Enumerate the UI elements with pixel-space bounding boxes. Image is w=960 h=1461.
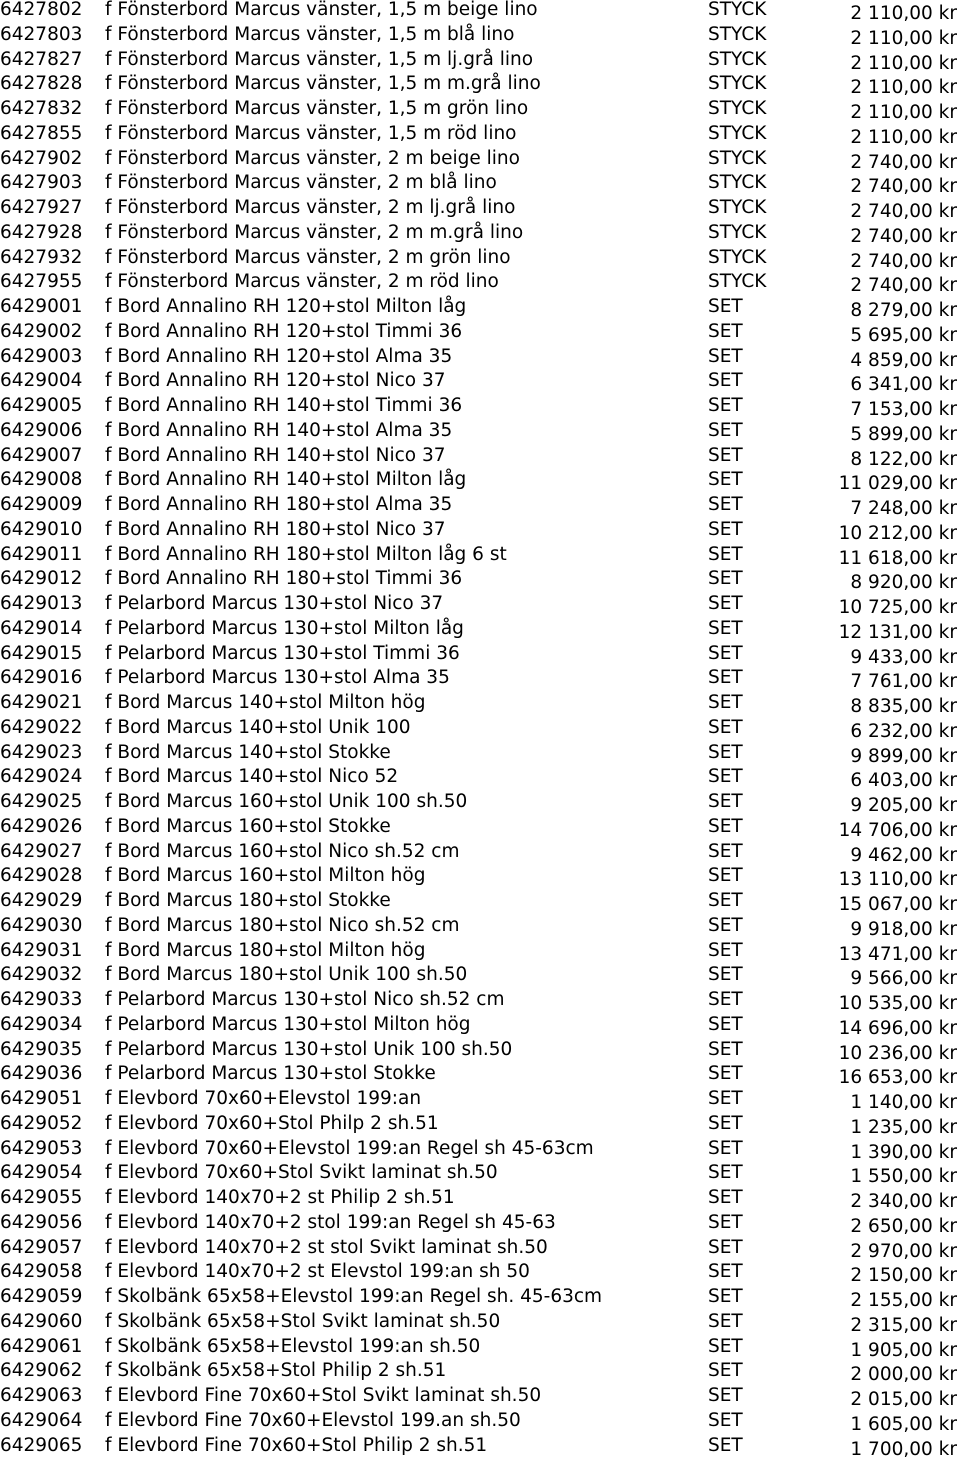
price: 7 248,00 kr bbox=[850, 498, 957, 519]
article-number: 6429063 bbox=[0, 1385, 83, 1406]
price: 8 835,00 kr bbox=[850, 696, 957, 717]
product-description: f Fönsterbord Marcus vänster, 1,5 m röd lino bbox=[105, 122, 517, 144]
unit: SET bbox=[708, 1261, 743, 1283]
product-description: f Pelarbord Marcus 130+stol Unik 100 sh.50 bbox=[105, 1038, 513, 1060]
article-number: 6429010 bbox=[0, 518, 83, 540]
unit: SET bbox=[708, 444, 743, 466]
unit: STYCK bbox=[708, 98, 767, 119]
article-number: 6429059 bbox=[0, 1286, 83, 1307]
list-item bbox=[0, 0, 960, 25]
unit: SET bbox=[708, 1310, 743, 1332]
product-description: f Fönsterbord Marcus vänster, 2 m beige lino bbox=[105, 147, 520, 169]
list-item bbox=[0, 173, 960, 198]
price: 13 110,00 kr bbox=[838, 869, 957, 891]
product-description: f Bord Marcus 180+stol Stokke bbox=[105, 890, 391, 911]
list-item bbox=[0, 1386, 960, 1411]
article-number: 6429036 bbox=[0, 1063, 83, 1085]
list-item bbox=[0, 1262, 960, 1287]
unit: SET bbox=[708, 1360, 743, 1382]
unit: SET bbox=[708, 1162, 743, 1184]
unit: SET bbox=[708, 692, 743, 713]
price: 2 740,00 kr bbox=[850, 151, 957, 173]
product-description: f Pelarbord Marcus 130+stol Alma 35 bbox=[105, 667, 450, 689]
price: 2 110,00 kr bbox=[850, 52, 957, 74]
unit: SET bbox=[708, 469, 743, 491]
product-description: f Bord Annalino RH 140+stol Nico 37 bbox=[105, 444, 446, 466]
list-item bbox=[0, 25, 960, 50]
article-number: 6429064 bbox=[0, 1409, 83, 1431]
list-item bbox=[0, 421, 960, 446]
price: 1 550,00 kr bbox=[850, 1166, 957, 1188]
price: 1 700,00 kr bbox=[850, 1438, 957, 1460]
unit: SET bbox=[708, 642, 743, 664]
list-item bbox=[0, 990, 960, 1015]
list-item bbox=[0, 842, 960, 867]
price: 5 695,00 kr bbox=[850, 324, 957, 346]
article-number: 6429025 bbox=[0, 791, 83, 812]
list-item bbox=[0, 1064, 960, 1089]
unit: STYCK bbox=[708, 271, 767, 293]
list-item bbox=[0, 223, 960, 248]
list-item bbox=[0, 545, 960, 570]
product-description: f Pelarbord Marcus 130+stol Nico sh.52 cm bbox=[105, 989, 505, 1010]
unit: SET bbox=[708, 791, 743, 812]
unit: SET bbox=[708, 494, 743, 515]
list-item bbox=[0, 50, 960, 75]
product-description: f Fönsterbord Marcus vänster, 2 m röd lino bbox=[105, 271, 499, 293]
article-number: 6429054 bbox=[0, 1162, 83, 1184]
list-item bbox=[0, 198, 960, 223]
product-description: f Bord Annalino RH 180+stol Nico 37 bbox=[105, 518, 446, 540]
unit: STYCK bbox=[708, 73, 767, 95]
article-number: 6427955 bbox=[0, 271, 83, 293]
unit: SET bbox=[708, 865, 743, 887]
unit: SET bbox=[708, 914, 743, 936]
product-description: f Elevbord 70x60+Stol Svikt laminat sh.50 bbox=[105, 1162, 498, 1184]
price: 5 899,00 kr bbox=[850, 423, 957, 445]
price: 16 653,00 kr bbox=[838, 1067, 957, 1089]
unit: SET bbox=[708, 1211, 743, 1233]
list-item bbox=[0, 817, 960, 842]
article-number: 6429058 bbox=[0, 1261, 83, 1283]
article-number: 6429061 bbox=[0, 1335, 83, 1357]
list-item bbox=[0, 1213, 960, 1238]
unit: SET bbox=[708, 568, 743, 590]
price: 2 740,00 kr bbox=[850, 201, 957, 222]
unit: SET bbox=[708, 1409, 743, 1431]
list-item bbox=[0, 74, 960, 99]
price: 2 315,00 kr bbox=[850, 1314, 957, 1336]
list-item bbox=[0, 1436, 960, 1461]
list-item bbox=[0, 446, 960, 471]
list-item bbox=[0, 594, 960, 619]
product-description: f Skolbänk 65x58+Elevstol 199:an sh.50 bbox=[105, 1335, 481, 1357]
unit: SET bbox=[708, 939, 743, 961]
list-item bbox=[0, 1015, 960, 1040]
price: 8 920,00 kr bbox=[850, 572, 957, 594]
product-description: f Elevbord Fine 70x60+Stol Svikt laminat sh.50 bbox=[105, 1385, 542, 1406]
list-item bbox=[0, 619, 960, 644]
price: 14 706,00 kr bbox=[838, 819, 957, 841]
list-item bbox=[0, 1411, 960, 1436]
price: 9 462,00 kr bbox=[850, 844, 957, 866]
price: 7 761,00 kr bbox=[850, 671, 957, 693]
list-item bbox=[0, 347, 960, 372]
unit: STYCK bbox=[708, 221, 767, 243]
price: 11 029,00 kr bbox=[838, 473, 957, 495]
unit: SET bbox=[708, 815, 743, 837]
article-number: 6429053 bbox=[0, 1137, 83, 1159]
list-item bbox=[0, 1188, 960, 1213]
price: 6 403,00 kr bbox=[850, 770, 957, 792]
article-number: 6429011 bbox=[0, 543, 83, 565]
product-description: f Pelarbord Marcus 130+stol Milton låg bbox=[105, 617, 464, 639]
product-description: f Pelarbord Marcus 130+stol Milton hög bbox=[105, 1013, 471, 1035]
product-description: f Pelarbord Marcus 130+stol Nico 37 bbox=[105, 593, 444, 614]
list-item bbox=[0, 644, 960, 669]
product-description: f Fönsterbord Marcus vänster, 1,5 m m.grå lino bbox=[105, 73, 541, 95]
article-number: 6429051 bbox=[0, 1088, 83, 1109]
unit: STYCK bbox=[708, 147, 767, 169]
product-description: f Bord Annalino RH 120+stol Nico 37 bbox=[105, 370, 446, 392]
list-item bbox=[0, 1238, 960, 1263]
price: 2 340,00 kr bbox=[850, 1191, 957, 1212]
product-description: f Bord Annalino RH 180+stol Milton låg 6 st bbox=[105, 543, 507, 565]
price: 9 899,00 kr bbox=[850, 745, 957, 767]
price: 2 155,00 kr bbox=[850, 1290, 957, 1311]
list-item bbox=[0, 124, 960, 149]
product-description: f Fönsterbord Marcus vänster, 2 m grön lino bbox=[105, 246, 511, 268]
unit: STYCK bbox=[708, 48, 767, 70]
product-description: f Pelarbord Marcus 130+stol Stokke bbox=[105, 1063, 436, 1085]
price: 1 235,00 kr bbox=[850, 1116, 957, 1138]
price: 2 150,00 kr bbox=[850, 1265, 957, 1287]
article-number: 6427932 bbox=[0, 246, 83, 268]
article-number: 6429021 bbox=[0, 692, 83, 713]
article-number: 6429003 bbox=[0, 345, 83, 367]
price: 2 015,00 kr bbox=[850, 1389, 957, 1410]
unit: SET bbox=[708, 345, 743, 367]
unit: SET bbox=[708, 1434, 743, 1456]
unit: SET bbox=[708, 667, 743, 689]
article-number: 6427803 bbox=[0, 23, 83, 45]
price: 2 740,00 kr bbox=[850, 225, 957, 247]
unit: SET bbox=[708, 1112, 743, 1134]
list-item bbox=[0, 916, 960, 941]
list-item bbox=[0, 1040, 960, 1065]
list-item bbox=[0, 470, 960, 495]
article-number: 6427802 bbox=[0, 0, 83, 20]
price: 2 740,00 kr bbox=[850, 275, 957, 297]
unit: SET bbox=[708, 716, 743, 738]
product-description: f Elevbord 140x70+2 st stol Svikt laminat sh.50 bbox=[105, 1236, 548, 1258]
product-description: f Bord Marcus 180+stol Unik 100 sh.50 bbox=[105, 964, 468, 986]
list-item bbox=[0, 792, 960, 817]
price: 1 605,00 kr bbox=[850, 1413, 957, 1435]
product-description: f Bord Annalino RH 140+stol Milton låg bbox=[105, 469, 467, 491]
article-number: 6427927 bbox=[0, 197, 83, 218]
list-item bbox=[0, 1139, 960, 1164]
product-description: f Elevbord 140x70+2 stol 199:an Regel sh 45-63 bbox=[105, 1211, 556, 1233]
product-description: f Bord Annalino RH 140+stol Alma 35 bbox=[105, 419, 453, 441]
unit: SET bbox=[708, 741, 743, 763]
unit: STYCK bbox=[708, 246, 767, 268]
article-number: 6429023 bbox=[0, 741, 83, 763]
product-description: f Fönsterbord Marcus vänster, 2 m m.grå lino bbox=[105, 221, 524, 243]
product-description: f Bord Marcus 160+stol Stokke bbox=[105, 815, 391, 837]
price: 2 110,00 kr bbox=[850, 27, 957, 49]
price: 15 067,00 kr bbox=[838, 894, 957, 915]
unit: SET bbox=[708, 1236, 743, 1258]
unit: SET bbox=[708, 518, 743, 540]
unit: SET bbox=[708, 766, 743, 788]
article-number: 6429002 bbox=[0, 320, 83, 342]
product-description: f Bord Marcus 140+stol Milton hög bbox=[105, 692, 426, 713]
price: 10 212,00 kr bbox=[838, 522, 957, 544]
product-description: f Skolbänk 65x58+Stol Svikt laminat sh.50 bbox=[105, 1310, 501, 1332]
product-description: f Skolbänk 65x58+Stol Philip 2 sh.51 bbox=[105, 1360, 447, 1382]
unit: SET bbox=[708, 1286, 743, 1307]
list-item bbox=[0, 396, 960, 421]
unit: STYCK bbox=[708, 23, 767, 45]
list-item bbox=[0, 1163, 960, 1188]
article-number: 6427855 bbox=[0, 122, 83, 144]
unit: SET bbox=[708, 1187, 743, 1208]
article-number: 6427828 bbox=[0, 73, 83, 95]
price: 2 650,00 kr bbox=[850, 1215, 957, 1237]
list-item bbox=[0, 569, 960, 594]
product-description: f Bord Annalino RH 140+stol Timmi 36 bbox=[105, 395, 463, 416]
unit: SET bbox=[708, 593, 743, 614]
product-description: f Elevbord 70x60+Stol Philp 2 sh.51 bbox=[105, 1112, 439, 1134]
price: 14 696,00 kr bbox=[838, 1017, 957, 1039]
price: 7 153,00 kr bbox=[850, 399, 957, 420]
list-item bbox=[0, 718, 960, 743]
unit: SET bbox=[708, 1385, 743, 1406]
product-description: f Fönsterbord Marcus vänster, 1,5 m blå lino bbox=[105, 23, 515, 45]
price: 8 122,00 kr bbox=[850, 448, 957, 470]
article-number: 6429012 bbox=[0, 568, 83, 590]
price: 10 535,00 kr bbox=[838, 993, 957, 1014]
list-item bbox=[0, 371, 960, 396]
product-description: f Bord Marcus 180+stol Nico sh.52 cm bbox=[105, 914, 460, 936]
price: 2 740,00 kr bbox=[850, 176, 957, 198]
product-description: f Bord Marcus 140+stol Stokke bbox=[105, 741, 391, 763]
list-item bbox=[0, 1287, 960, 1312]
unit: SET bbox=[708, 370, 743, 392]
price: 1 140,00 kr bbox=[850, 1092, 957, 1113]
article-number: 6427902 bbox=[0, 147, 83, 169]
price: 2 110,00 kr bbox=[850, 126, 957, 148]
product-description: f Bord Marcus 160+stol Unik 100 sh.50 bbox=[105, 791, 468, 812]
product-description: f Bord Marcus 140+stol Unik 100 bbox=[105, 716, 411, 738]
price: 2 110,00 kr bbox=[850, 3, 957, 24]
article-number: 6429030 bbox=[0, 914, 83, 936]
product-description: f Fönsterbord Marcus vänster, 2 m lj.grå lino bbox=[105, 197, 516, 218]
article-number: 6429031 bbox=[0, 939, 83, 961]
product-description: f Bord Marcus 160+stol Milton hög bbox=[105, 865, 426, 887]
product-description: f Bord Marcus 140+stol Nico 52 bbox=[105, 766, 399, 788]
price: 6 232,00 kr bbox=[850, 720, 957, 742]
article-number: 6429004 bbox=[0, 370, 83, 392]
article-number: 6429056 bbox=[0, 1211, 83, 1233]
product-description: f Pelarbord Marcus 130+stol Timmi 36 bbox=[105, 642, 460, 664]
unit: SET bbox=[708, 1038, 743, 1060]
article-number: 6429001 bbox=[0, 296, 83, 317]
list-item bbox=[0, 149, 960, 174]
article-number: 6429062 bbox=[0, 1360, 83, 1382]
unit: SET bbox=[708, 989, 743, 1010]
article-number: 6429016 bbox=[0, 667, 83, 689]
article-number: 6429029 bbox=[0, 890, 83, 911]
list-item bbox=[0, 693, 960, 718]
unit: SET bbox=[708, 964, 743, 986]
article-number: 6429057 bbox=[0, 1236, 83, 1258]
price: 13 471,00 kr bbox=[838, 943, 957, 965]
price: 2 000,00 kr bbox=[850, 1364, 957, 1386]
list-item bbox=[0, 1312, 960, 1337]
product-description: f Bord Annalino RH 120+stol Alma 35 bbox=[105, 345, 453, 367]
price: 2 740,00 kr bbox=[850, 250, 957, 272]
article-number: 6427832 bbox=[0, 98, 83, 119]
list-item bbox=[0, 272, 960, 297]
price: 6 341,00 kr bbox=[850, 374, 957, 396]
price: 1 905,00 kr bbox=[850, 1339, 957, 1361]
article-number: 6427928 bbox=[0, 221, 83, 243]
article-number: 6429024 bbox=[0, 766, 83, 788]
list-item bbox=[0, 248, 960, 273]
unit: SET bbox=[708, 543, 743, 565]
price: 9 205,00 kr bbox=[850, 795, 957, 816]
unit: SET bbox=[708, 840, 743, 862]
list-item bbox=[0, 297, 960, 322]
article-number: 6429007 bbox=[0, 444, 83, 466]
unit: SET bbox=[708, 419, 743, 441]
unit: STYCK bbox=[708, 122, 767, 144]
list-item bbox=[0, 520, 960, 545]
list-item bbox=[0, 668, 960, 693]
article-number: 6429027 bbox=[0, 840, 83, 862]
unit: SET bbox=[708, 320, 743, 342]
unit: SET bbox=[708, 1335, 743, 1357]
price: 12 131,00 kr bbox=[838, 621, 957, 643]
unit: SET bbox=[708, 890, 743, 911]
price: 9 566,00 kr bbox=[850, 968, 957, 990]
article-number: 6429052 bbox=[0, 1112, 83, 1134]
list-item bbox=[0, 941, 960, 966]
product-description: f Elevbord 140x70+2 st Elevstol 199:an sh 50 bbox=[105, 1261, 530, 1283]
unit: STYCK bbox=[708, 197, 767, 218]
price: 10 236,00 kr bbox=[838, 1042, 957, 1064]
article-number: 6429005 bbox=[0, 395, 83, 416]
product-description: f Fönsterbord Marcus vänster, 1,5 m lj.grå lino bbox=[105, 48, 534, 70]
article-number: 6429028 bbox=[0, 865, 83, 887]
article-number: 6429033 bbox=[0, 989, 83, 1010]
price: 11 618,00 kr bbox=[838, 547, 957, 569]
product-description: f Bord Annalino RH 180+stol Alma 35 bbox=[105, 494, 453, 515]
product-description: f Fönsterbord Marcus vänster, 1,5 m beige lino bbox=[105, 0, 538, 20]
article-number: 6427827 bbox=[0, 48, 83, 70]
product-description: f Skolbänk 65x58+Elevstol 199:an Regel sh. 45-63cm bbox=[105, 1286, 603, 1307]
unit: SET bbox=[708, 617, 743, 639]
product-description: f Bord Annalino RH 120+stol Milton låg bbox=[105, 296, 467, 317]
price: 9 918,00 kr bbox=[850, 918, 957, 940]
price: 4 859,00 kr bbox=[850, 349, 957, 371]
article-number: 6429060 bbox=[0, 1310, 83, 1332]
list-item bbox=[0, 767, 960, 792]
product-description: f Elevbord 140x70+2 st Philip 2 sh.51 bbox=[105, 1187, 455, 1208]
list-item bbox=[0, 743, 960, 768]
list-item bbox=[0, 99, 960, 124]
list-item bbox=[0, 965, 960, 990]
list-item bbox=[0, 1114, 960, 1139]
list-item bbox=[0, 1337, 960, 1362]
unit: SET bbox=[708, 1063, 743, 1085]
list-item bbox=[0, 495, 960, 520]
product-description: f Elevbord 70x60+Elevstol 199:an bbox=[105, 1088, 422, 1109]
price: 2 110,00 kr bbox=[850, 77, 957, 99]
list-item bbox=[0, 1089, 960, 1114]
price: 10 725,00 kr bbox=[838, 597, 957, 618]
unit: STYCK bbox=[708, 172, 767, 194]
price: 9 433,00 kr bbox=[850, 646, 957, 668]
product-description: f Elevbord 70x60+Elevstol 199:an Regel sh 45-63cm bbox=[105, 1137, 594, 1159]
unit: SET bbox=[708, 1088, 743, 1109]
product-description: f Fönsterbord Marcus vänster, 1,5 m grön lino bbox=[105, 98, 529, 119]
product-description: f Bord Marcus 160+stol Nico sh.52 cm bbox=[105, 840, 460, 862]
product-description: f Bord Marcus 180+stol Milton hög bbox=[105, 939, 426, 961]
article-number: 6429013 bbox=[0, 593, 83, 614]
list-item bbox=[0, 891, 960, 916]
article-number: 6427903 bbox=[0, 172, 83, 194]
product-description: f Elevbord Fine 70x60+Stol Philip 2 sh.51 bbox=[105, 1434, 488, 1456]
price: 2 110,00 kr bbox=[850, 102, 957, 123]
article-number: 6429035 bbox=[0, 1038, 83, 1060]
list-item bbox=[0, 1361, 960, 1386]
product-description: f Elevbord Fine 70x60+Elevstol 199.an sh.50 bbox=[105, 1409, 521, 1431]
article-number: 6429026 bbox=[0, 815, 83, 837]
unit: STYCK bbox=[708, 0, 767, 20]
unit: SET bbox=[708, 395, 743, 416]
price: 1 390,00 kr bbox=[850, 1141, 957, 1163]
price: 8 279,00 kr bbox=[850, 300, 957, 321]
product-description: f Fönsterbord Marcus vänster, 2 m blå lino bbox=[105, 172, 497, 194]
unit: SET bbox=[708, 296, 743, 317]
list-item bbox=[0, 322, 960, 347]
article-number: 6429009 bbox=[0, 494, 83, 515]
article-number: 6429015 bbox=[0, 642, 83, 664]
article-number: 6429055 bbox=[0, 1187, 83, 1208]
product-description: f Bord Annalino RH 120+stol Timmi 36 bbox=[105, 320, 463, 342]
article-number: 6429014 bbox=[0, 617, 83, 639]
article-number: 6429032 bbox=[0, 964, 83, 986]
unit: SET bbox=[708, 1013, 743, 1035]
unit: SET bbox=[708, 1137, 743, 1159]
product-description: f Bord Annalino RH 180+stol Timmi 36 bbox=[105, 568, 463, 590]
list-item bbox=[0, 866, 960, 891]
article-number: 6429065 bbox=[0, 1434, 83, 1456]
article-number: 6429006 bbox=[0, 419, 83, 441]
article-number: 6429022 bbox=[0, 716, 83, 738]
article-number: 6429034 bbox=[0, 1013, 83, 1035]
article-number: 6429008 bbox=[0, 469, 83, 491]
price: 2 970,00 kr bbox=[850, 1240, 957, 1262]
